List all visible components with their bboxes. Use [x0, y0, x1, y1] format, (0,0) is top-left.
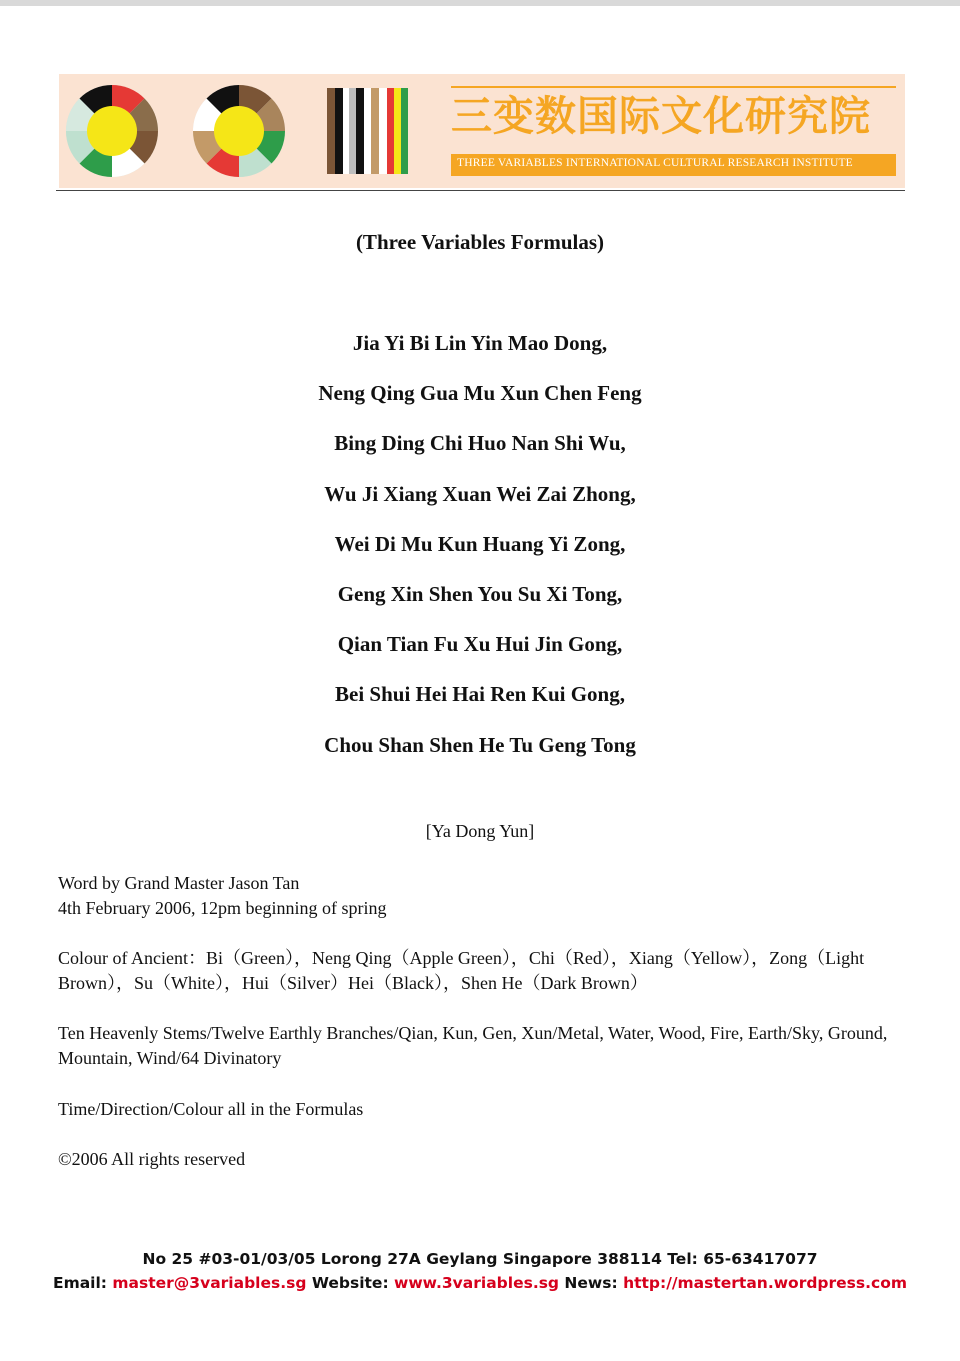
- copyright-note: ©2006 All rights reserved: [58, 1149, 246, 1169]
- poem-line: Bei Shui Hei Hai Ren Kui Gong,: [335, 682, 625, 707]
- website-label: Website:: [306, 1274, 395, 1292]
- poem-line: Bing Ding Chi Huo Nan Shi Wu,: [334, 431, 626, 456]
- poem: [0, 325, 960, 777]
- poem-line: Neng Qing Gua Mu Xun Chen Feng: [318, 381, 642, 406]
- brand-name-english-bar: [451, 154, 896, 176]
- poem-line: Qian Tian Fu Xu Hui Jin Gong,: [337, 632, 623, 657]
- footer-contacts: [0, 1271, 960, 1295]
- news-link[interactable]: http://mastertan.wordpress.com: [623, 1274, 908, 1292]
- poem-line: Chou Shan Shen He Tu Geng Tong: [324, 732, 636, 757]
- poem-line: Wu Ji Xiang Xuan Wei Zai Zhong,: [324, 481, 636, 506]
- brand-name-chinese: 三变数国际文化研究院: [451, 92, 871, 140]
- document-title: (Three Variables Formulas): [355, 230, 605, 254]
- brand-name-english: THREE VARIABLES INTERNATIONAL CULTURAL RESEARCH INSTITUTE: [457, 157, 853, 169]
- footer-address: No 25 #03-01/03/05 Lorong 27A Geylang Singapore 388114 Tel: 65-63417077: [142, 1250, 818, 1268]
- footer: [0, 1247, 960, 1295]
- time-note: Time/Direction/Colour all in the Formulas: [58, 1099, 364, 1119]
- poem-line: Jia Yi Bi Lin Yin Mao Dong,: [352, 331, 608, 355]
- color-wheel-icon: [193, 85, 285, 177]
- website-link[interactable]: www.3variables.sg: [394, 1274, 560, 1292]
- date-line: 4th February 2006, 12pm beginning of spring: [58, 898, 387, 918]
- poem-line: Wei Di Mu Kun Huang Yi Zong,: [334, 531, 626, 556]
- poem-attribution: [Ya Dong Yun]: [425, 821, 535, 841]
- color-wheel-icon: [66, 85, 158, 177]
- colour-note: Colour of Ancient：Bi（Green），Neng Qing（Apple Green），Chi（Red），Xiang（Yellow），Zong（Light Brown），Su（White），Hui（Silver）Hei（Black），Shen He（Dark Brown）: [58, 948, 865, 993]
- author-line: Word by Grand Master Jason Tan: [58, 873, 300, 893]
- logo-graphics: [59, 74, 429, 188]
- header-divider: [56, 190, 905, 191]
- color-stripes-icon: [327, 88, 417, 174]
- poem-line: Geng Xin Shen You Su Xi Tong,: [337, 581, 623, 606]
- stems-note: Ten Heavenly Stems/Twelve Earthly Branches/Qian, Kun, Gen, Xun/Metal, Water, Wood, Fire, Earth/Sky, Ground, Mountain, Wind/64 Divinatory: [58, 1023, 888, 1068]
- news-label: News:: [559, 1274, 624, 1292]
- email-label: Email:: [52, 1274, 113, 1292]
- page-top-bar: [0, 0, 960, 6]
- header-banner: [59, 74, 905, 188]
- author-block: [58, 871, 904, 921]
- email-link[interactable]: master@3variables.sg: [112, 1274, 307, 1292]
